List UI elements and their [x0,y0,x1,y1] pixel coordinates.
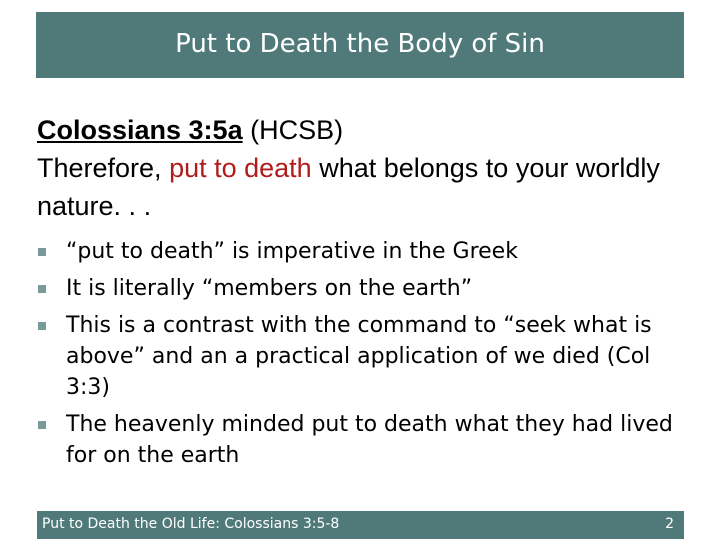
bullet-text: “put to death” is imperative in the Greek [66,239,518,264]
page-number: 2 [665,516,674,532]
bullet-item [37,273,677,304]
bullet-text: It is literally “members on the earth” [66,276,473,301]
verse-reference: Colossians 3:5a [37,115,243,145]
verse-text-start: Therefore, [37,153,170,183]
square-bullet-icon [38,285,46,293]
bullet-text: The heavenly minded put to death what they had lived for on the earth [66,412,673,468]
square-bullet-icon [38,421,46,429]
square-bullet-icon [38,248,46,256]
verse-text-end: what belongs to your worldly nature. . . [37,153,660,221]
bullet-item [37,236,677,267]
bullet-item [37,310,677,403]
bullet-list [37,236,677,477]
footer-title: Put to Death the Old Life: Colossians 3:5-8 [42,516,340,532]
verse-translation: (HCSB) [250,115,344,145]
verse-highlight: put to death [169,153,312,183]
footer-bar [37,511,684,539]
title-bar [36,12,684,78]
bullet-item [37,409,677,471]
square-bullet-icon [38,322,46,330]
verse-block [37,111,687,225]
slide-title: Put to Death the Body of Sin [175,29,545,59]
bullet-text: This is a contrast with the command to “seek what is above” and an a practical application of we died (Col 3:3) [66,313,652,400]
